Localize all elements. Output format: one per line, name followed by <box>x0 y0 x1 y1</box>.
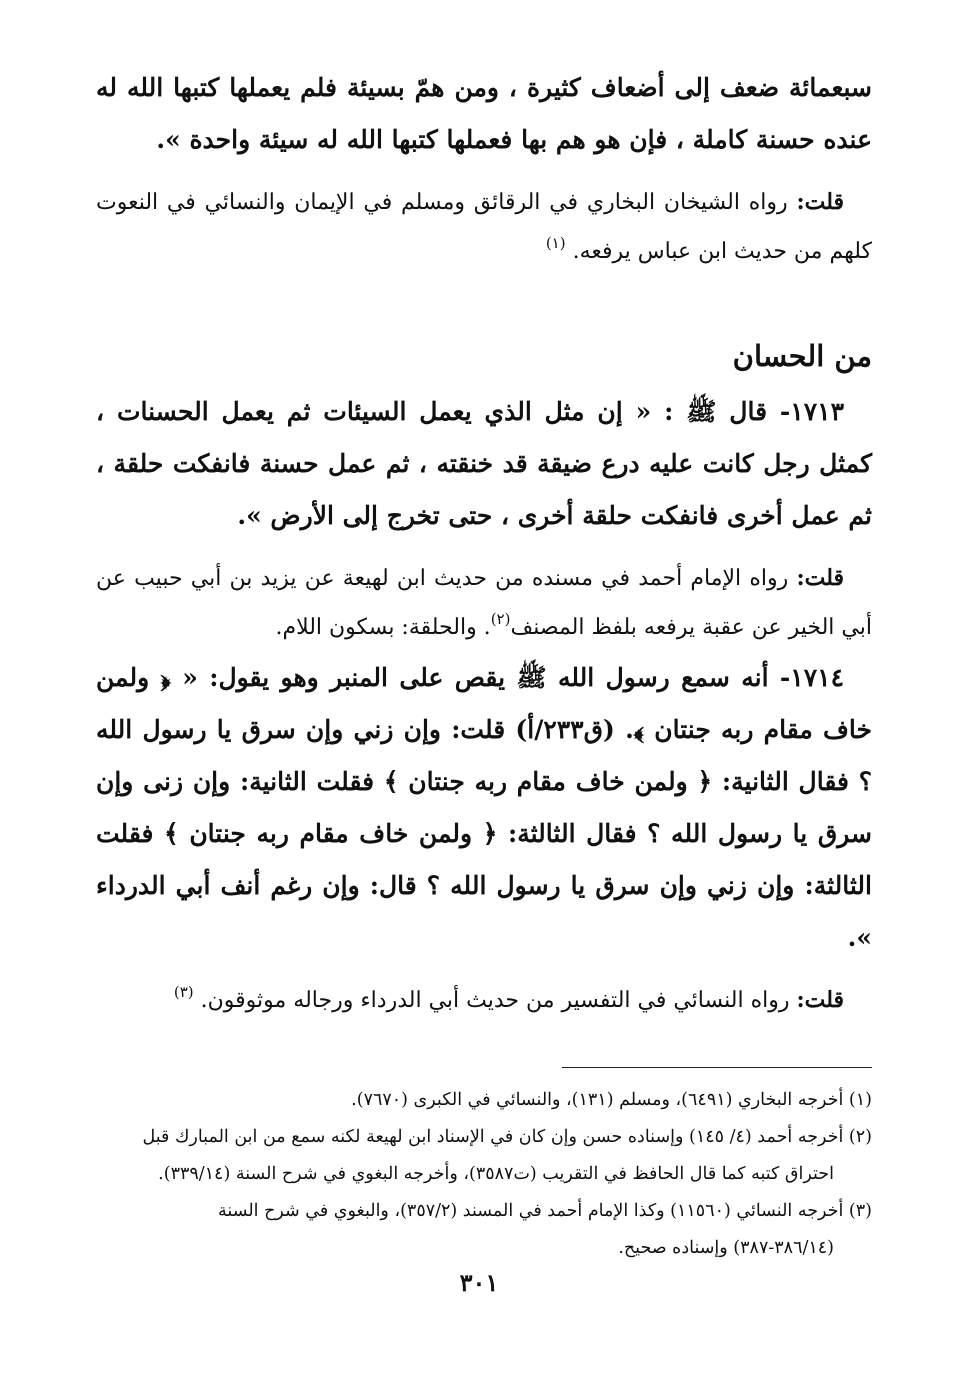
footnote-ref-3[interactable]: (٣) <box>173 983 194 1001</box>
footnote-divider <box>562 1067 872 1068</box>
commentary-1714 <box>96 976 872 1025</box>
footnote-2: (٢) أخرجه أحمد (٤/ ١٤٥) وإسناده حسن وإن كان في الإسناد ابن لهيعة لكنه سمع من ابن المبارك قبل <box>142 1127 872 1147</box>
section-heading: من الحسان <box>732 339 872 373</box>
footnote-ref-1[interactable]: (١) <box>545 234 566 252</box>
commentary-text: رواه الإمام أحمد في مسنده من حديث ابن لهيعة عن يزيد بن أبي حبيب عن أبي الخير عن عقبة يرفعه بلفظ المصنف <box>96 566 872 640</box>
footnote-ref-2[interactable]: (٢) <box>490 610 511 628</box>
hadith-1713: ١٧١٣- قال ﷺ : « إن مثل الذي يعمل السيئات ثم يعمل الحسنات ، كمثل رجل كانت عليه درع ضيقة قد خنقته ، ثم عمل حسنة فانفكت حلقة ، ثم عمل أخرى فانفكت حلقة أخرى ، حتى تخرج إلى الأرض ». <box>96 397 872 530</box>
footnote-1: (١) أخرجه البخاري (٦٤٩١)، ومسلم (١٣١)، والنسائي في الكبرى (٧٦٧٠). <box>351 1090 872 1110</box>
commentary-1712 <box>96 178 872 276</box>
commentary-label: قلت: <box>796 189 844 215</box>
hadith-1712-continuation: سبعمائة ضعف إلى أضعاف كثيرة ، ومن همّ بسيئة فلم يعملها كتبها الله له عنده حسنة كاملة ، فإن هو هم بها فعملها كتبها الله له سيئة واحدة ». <box>96 73 872 154</box>
commentary-tail: . والحلقة: بسكون اللام. <box>275 615 491 640</box>
footnote-3: (٣) أخرجه النسائي (١١٥٦٠) وكذا الإمام أحمد في المسند (٣٥٧/٢)، والبغوي في شرح السنة <box>218 1201 872 1221</box>
footnote-3-continuation: (٣٨٦/١٤-٣٨٧) وإسناده صحيح. <box>618 1238 834 1258</box>
footnote-2-continuation: احتراق كتبه كما قال الحافظ في التقريب (ت٣٥٨٧)، وأخرجه البغوي في شرح السنة (٣٣٩/١٤). <box>158 1164 834 1184</box>
commentary-label: قلت: <box>796 565 844 591</box>
commentary-text: رواه النسائي في التفسير من حديث أبي الدرداء ورجاله موثوقون. <box>200 988 790 1013</box>
hadith-1714: ١٧١٤- أنه سمع رسول الله ﷺ يقص على المنبر وهو يقول: « ﴿ ولمن خاف مقام ربه جنتان ﴾. (ق٢٣٣/أ) قلت: وإن زني وإن سرق يا رسول الله ؟ فقال الثانية: ﴿ ولمن خاف مقام ربه جنتان ﴾ فقلت الثانية: وإن زنى وإن سرق يا رسول الله ؟ فقال الثالثة: ﴿ ولمن خاف مقام ربه جنتان ﴾ فقلت الثالثة: وإن زني وإن سرق يا رسول الله ؟ قال: وإن رغم أنف أبي الدرداء ». <box>96 663 872 952</box>
commentary-text: رواه الشيخان البخاري في الرقائق ومسلم في الإيمان والنسائي في النعوت كلهم من حديث ابن عباس يرفعه. <box>96 190 872 264</box>
commentary-label: قلت: <box>796 987 844 1013</box>
commentary-1713 <box>96 554 872 652</box>
page-number: ٣٠١ <box>459 1268 499 1297</box>
